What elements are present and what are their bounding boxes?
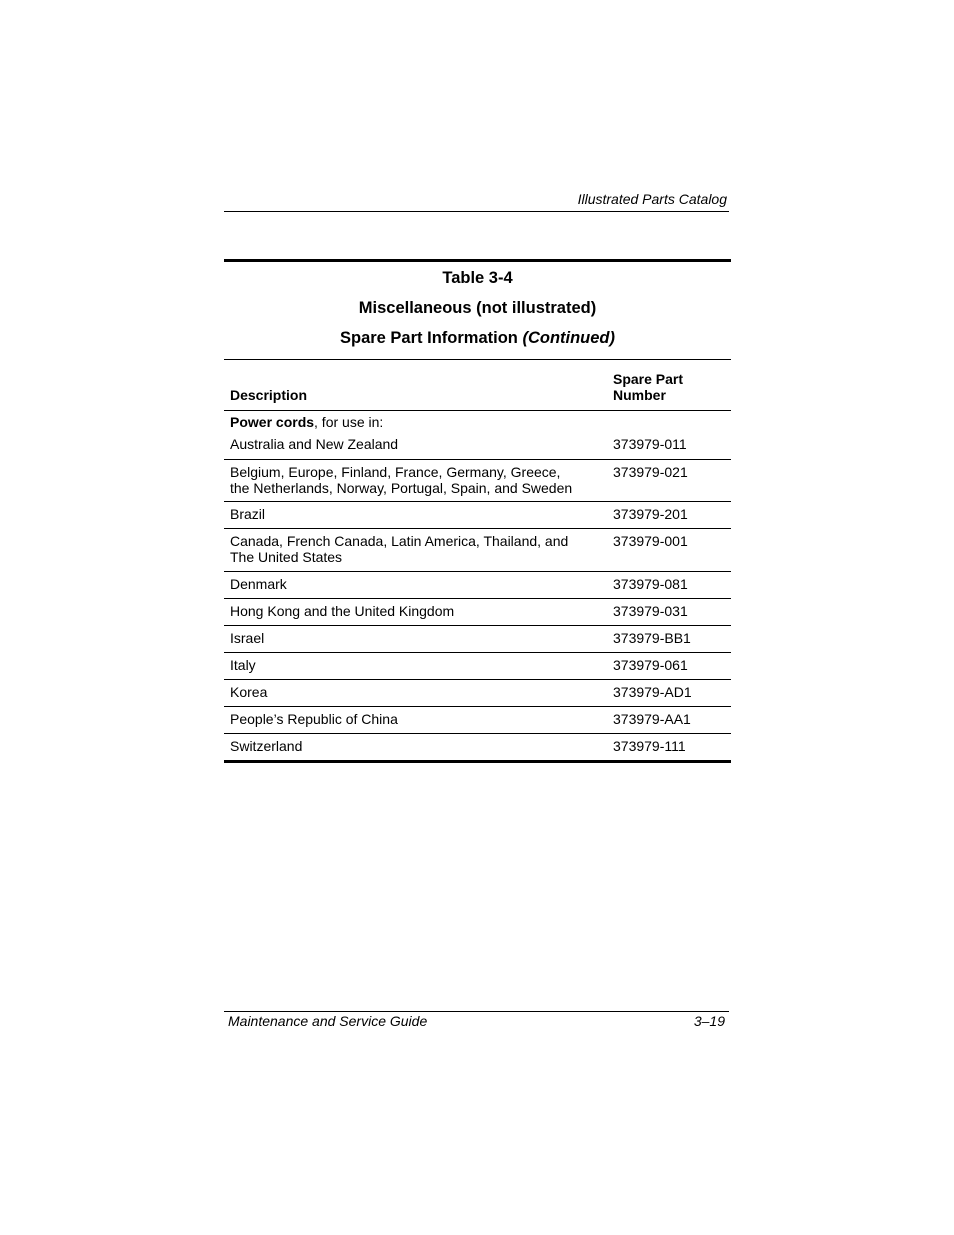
table-subtitle: [224, 328, 731, 348]
group-heading-cell: [224, 411, 607, 437]
table-row: [224, 626, 731, 653]
table-row: [224, 734, 731, 762]
group-heading-bold: Power cords: [230, 414, 315, 430]
table-row: [224, 502, 731, 529]
row-part-number: 373979-061: [607, 653, 731, 680]
row-description: Israel: [224, 626, 607, 653]
row-description: People’s Republic of China: [224, 707, 607, 734]
row-part-number: 373979-AA1: [607, 707, 731, 734]
running-head: Illustrated Parts Catalog: [577, 191, 727, 207]
row-description: Hong Kong and the United Kingdom: [224, 599, 607, 626]
row-description: Korea: [224, 680, 607, 707]
row-part-number: 373979-AD1: [607, 680, 731, 707]
row-description-line1: Belgium, Europe, Finland, France, Germany, Greece,: [230, 464, 561, 480]
row-description-line2: the Netherlands, Norway, Portugal, Spain, and Sweden: [230, 480, 573, 496]
row-part-number: 373979-011: [607, 436, 731, 460]
row-description: Switzerland: [224, 734, 607, 762]
footer-guide-title: Maintenance and Service Guide: [228, 1013, 428, 1029]
column-header-part-number-line1: Spare Part: [613, 371, 684, 387]
row-description-line1: Canada, French Canada, Latin America, Thailand, and: [230, 533, 569, 549]
row-part-number: 373979-BB1: [607, 626, 731, 653]
row-part-number: 373979-111: [607, 734, 731, 762]
table-row: [224, 529, 731, 572]
header-rule: [224, 211, 729, 212]
row-part-number: 373979-081: [607, 572, 731, 599]
parts-table: [224, 361, 731, 763]
table-row: [224, 653, 731, 680]
row-part-number: 373979-031: [607, 599, 731, 626]
column-header-part-number: [607, 361, 731, 411]
table-row: [224, 460, 731, 502]
table-row: [224, 599, 731, 626]
group-heading-empty-cell: [607, 411, 731, 437]
table-title: Miscellaneous (not illustrated): [358, 299, 597, 317]
page-number: 3–19: [693, 1013, 725, 1029]
table-row: [224, 436, 731, 460]
row-description: [224, 460, 607, 502]
table-row: [224, 572, 731, 599]
table-header-rule: [224, 359, 731, 360]
row-description: Australia and New Zealand: [224, 436, 607, 460]
row-part-number: 373979-201: [607, 502, 731, 529]
table-continued-label: (Continued): [522, 329, 616, 347]
table-group-heading: [224, 411, 731, 437]
table-number: Table 3-4: [442, 269, 513, 287]
row-description: Italy: [224, 653, 607, 680]
row-description: [224, 529, 607, 572]
table-subtitle-text: Spare Part Information: [339, 329, 518, 347]
column-header-description: Description: [224, 361, 607, 411]
row-part-number: 373979-021: [607, 460, 731, 502]
table-row: [224, 707, 731, 734]
row-description-line2: The United States: [230, 549, 343, 565]
table-row: [224, 680, 731, 707]
column-header-part-number-line2: Number: [613, 387, 666, 403]
group-heading-rest: , for use in:: [314, 414, 384, 430]
row-description: Denmark: [224, 572, 607, 599]
table-top-rule: [224, 259, 731, 262]
row-part-number: 373979-001: [607, 529, 731, 572]
footer-rule: [224, 1011, 729, 1012]
table-header-row: [224, 361, 731, 411]
row-description: Brazil: [224, 502, 607, 529]
